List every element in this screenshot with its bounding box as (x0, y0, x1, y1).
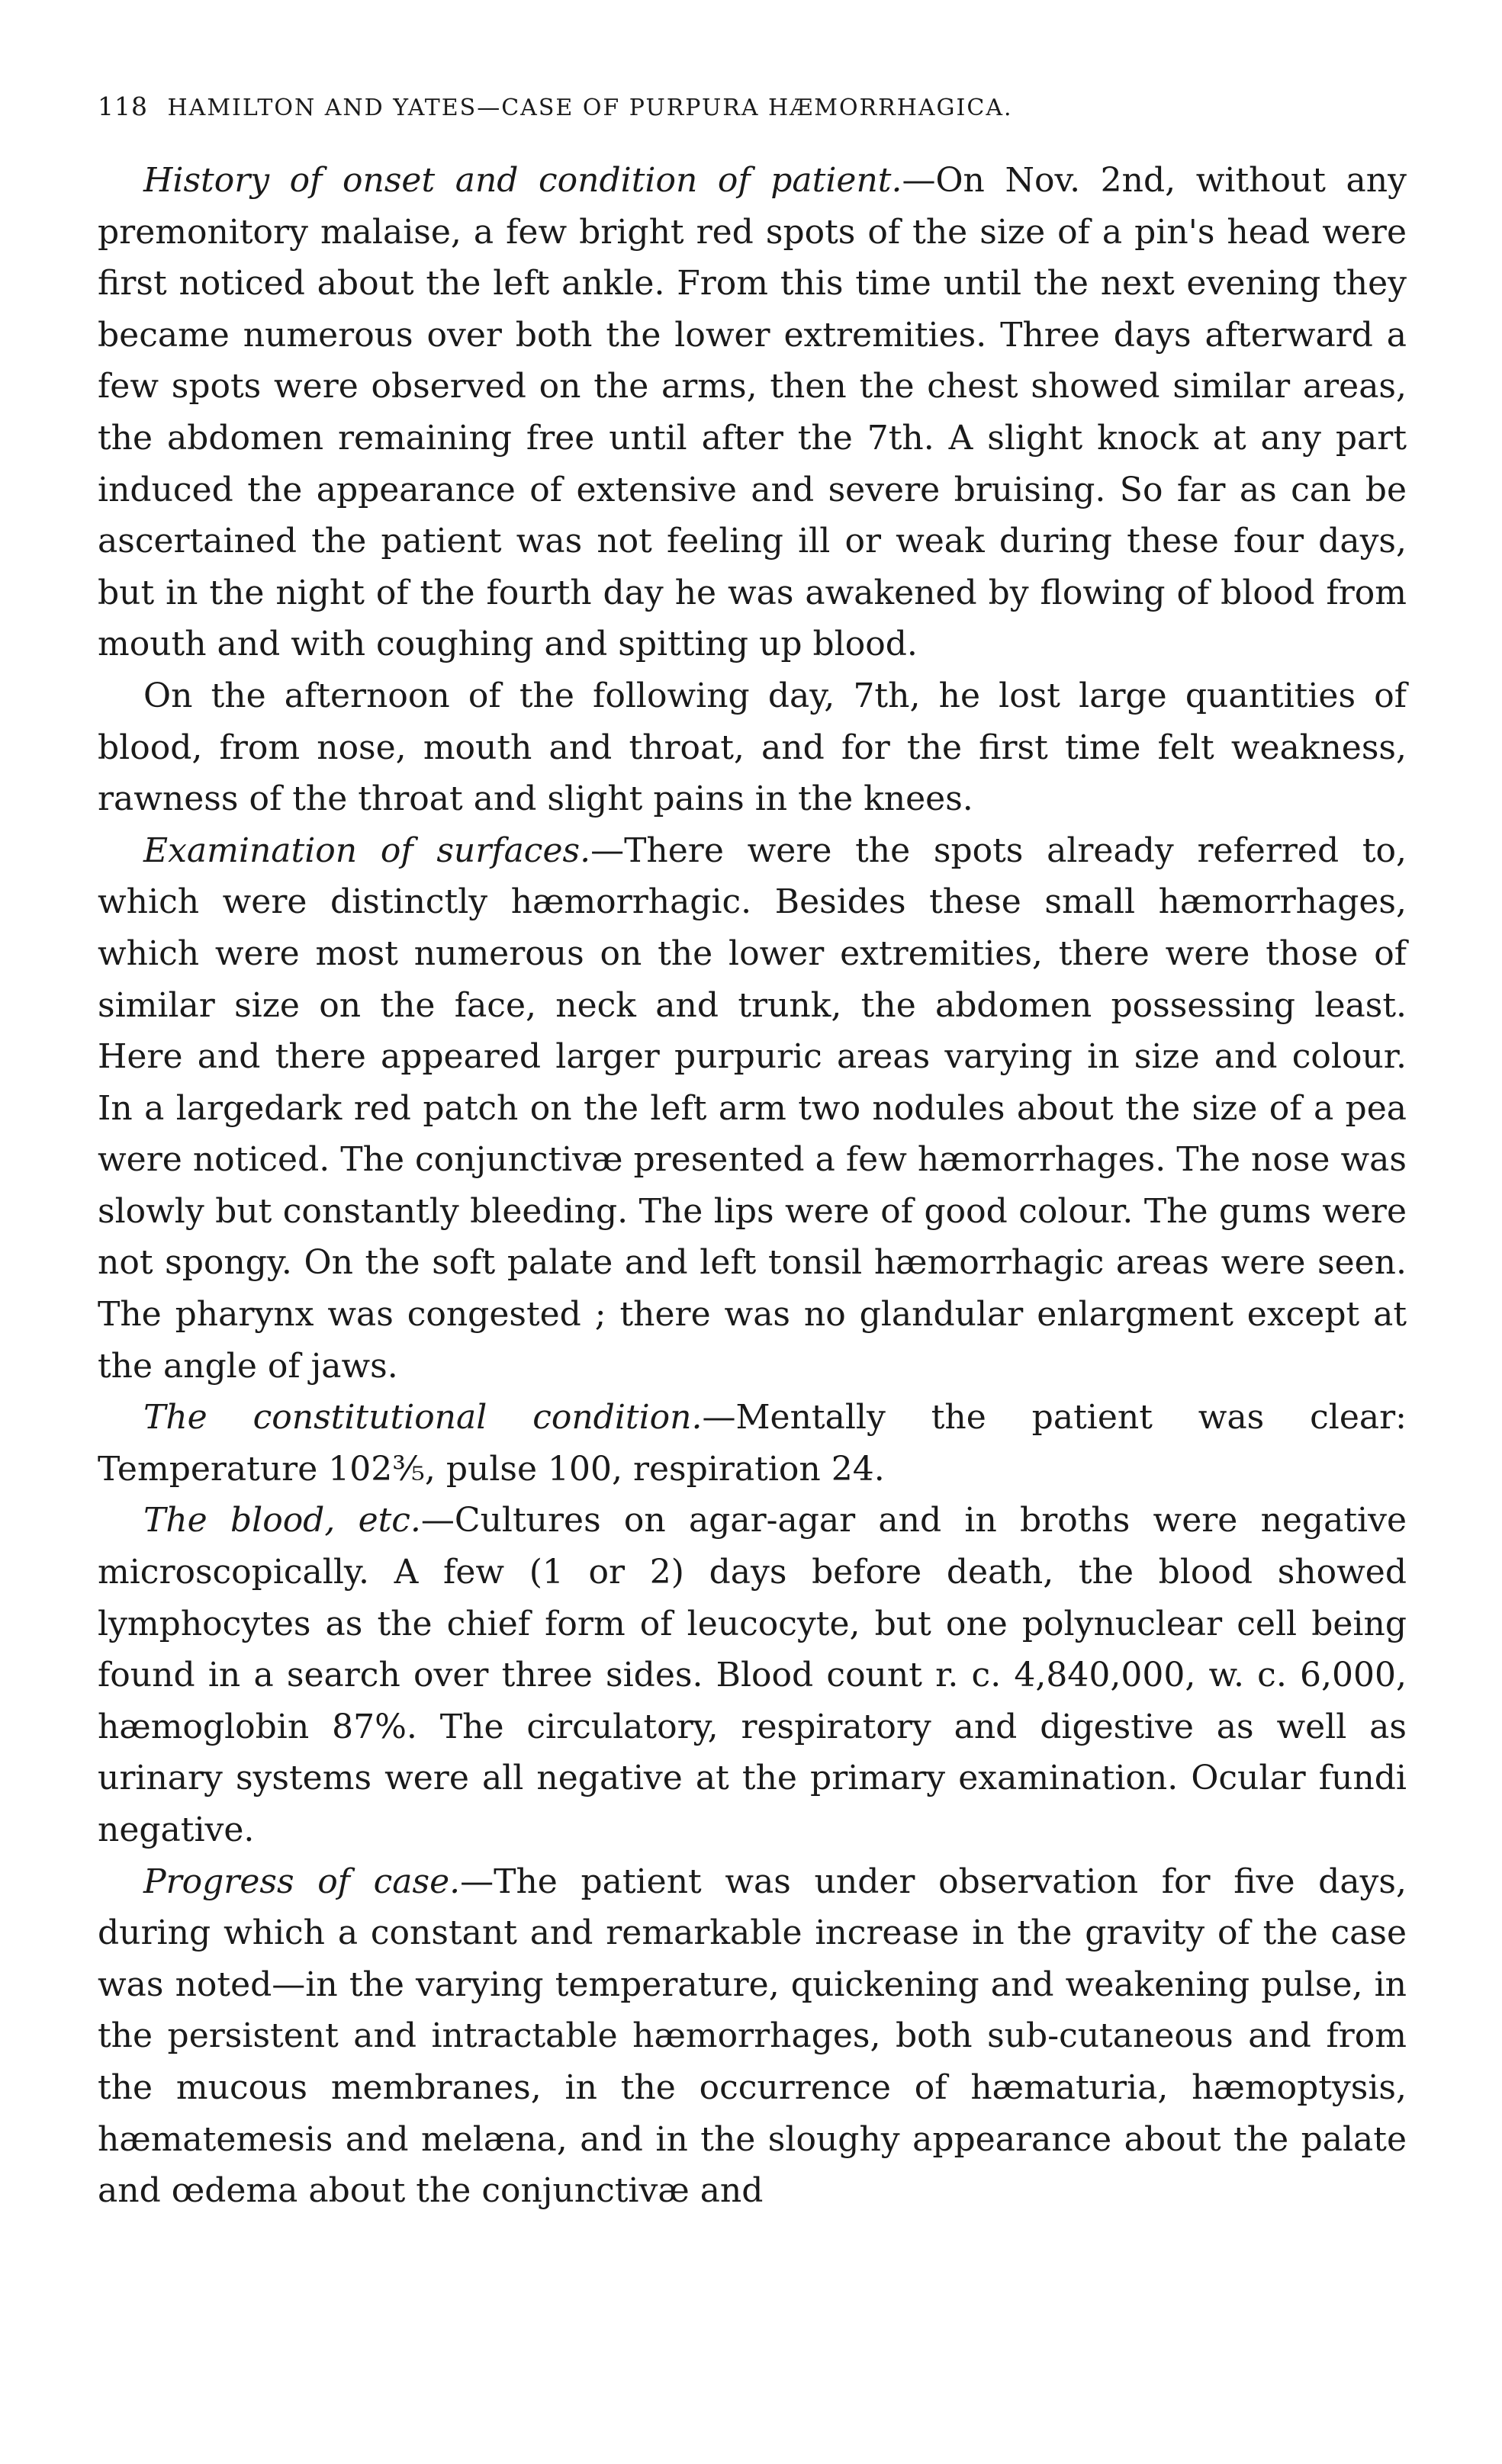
document-page (98, 92, 1407, 2217)
paragraph-constitutional-condition (98, 1392, 1407, 1495)
paragraph-text: —There were the spots already referred to, which were distinctly hæmorrhagic. Besides these small hæmorrhages, which were most numerous on the lower extremities, there were those of similar size on the face, neck and trunk, the abdomen possessing least. Here and there appeared larger purpuric areas varying in size and colour. In a largedark red patch on the left arm two nodules about the size of a pea were noticed. The conjunctivæ presented a few hæmorrhages. The nose was slowly but constantly bleeding. The lips were of good colour. The gums were not spongy. On the soft palate and left tonsil hæmorrhagic areas were seen. The pharynx was congested ; there was no glandular enlargment except at the angle of jaws. (98, 830, 1407, 1386)
paragraph-text: On the afternoon of the following day, 7th, he lost large quantities of blood, from nose, mouth and throat, and for the first time felt weakness, rawness of the throat and slight pains in the knees. (98, 676, 1407, 819)
paragraph-text: —On Nov. 2nd, without any premonitory malaise, a few bright red spots of the size of a pin's head were first noticed about the left ankle. From this time until the next evening they became numerous over both the lower extremities. Three days afterward a few spots were observed on the arms, then the chest showed similar areas, the abdomen remaining free until after the 7th. A slight knock at any part induced the appearance of extensive and severe bruising. So far as can be ascertained the patient was not feeling ill or weak during these four days, but in the night of the fourth day he was awakened by flowing of blood from mouth and with coughing and spitting up blood. (98, 161, 1407, 664)
section-heading-constitutional: The constitutional condition. (143, 1398, 703, 1438)
paragraph-text: —Mentally the patient was clear: Temperature 102⅗, pulse 100, respiration 24. (98, 1398, 1407, 1489)
running-header (98, 92, 1407, 121)
running-title: HAMILTON AND YATES—CASE OF PURPURA HÆMORRHAGICA. (167, 95, 1013, 121)
paragraph-history-of-onset (98, 155, 1407, 670)
section-heading-blood: The blood, etc. (143, 1501, 421, 1540)
section-heading-examination: Examination of surfaces. (143, 830, 591, 870)
page-number: 118 (98, 92, 148, 121)
section-heading-progress: Progress of case. (143, 1862, 461, 1901)
paragraph-blood (98, 1495, 1407, 1855)
paragraph-progress-of-case (98, 1856, 1407, 2217)
paragraph-text: —The patient was under observation for five days, during which a constant and remarkable increase in the gravity of the case was noted—in the varying temperature, quickening and weakening pulse, in the persistent and intractable hæmorrhages, both sub-cutaneous and from the mucous membranes, in the occurrence of hæmaturia, hæmoptysis, hæmatemesis and melæna, and in the sloughy appearance about the palate and œdema about the conjunctivæ and (98, 1862, 1407, 2211)
paragraph-following-day (98, 670, 1407, 825)
paragraph-text: —Cultures on agar-agar and in broths were negative microscopically. A few (1 or 2) days before death, the blood showed lymphocytes as the chief form of leucocyte, but one polynuclear cell being found in a search over three sides. Blood count r. c. 4,840,000, w. c. 6,000, hæmoglobin 87%. The circulatory, respiratory and digestive as well as urinary systems were all negative at the primary examination. Ocular fundi negative. (98, 1501, 1407, 1849)
paragraph-examination-of-surfaces (98, 825, 1407, 1393)
section-heading-history: History of onset and condition of patient. (143, 161, 902, 200)
